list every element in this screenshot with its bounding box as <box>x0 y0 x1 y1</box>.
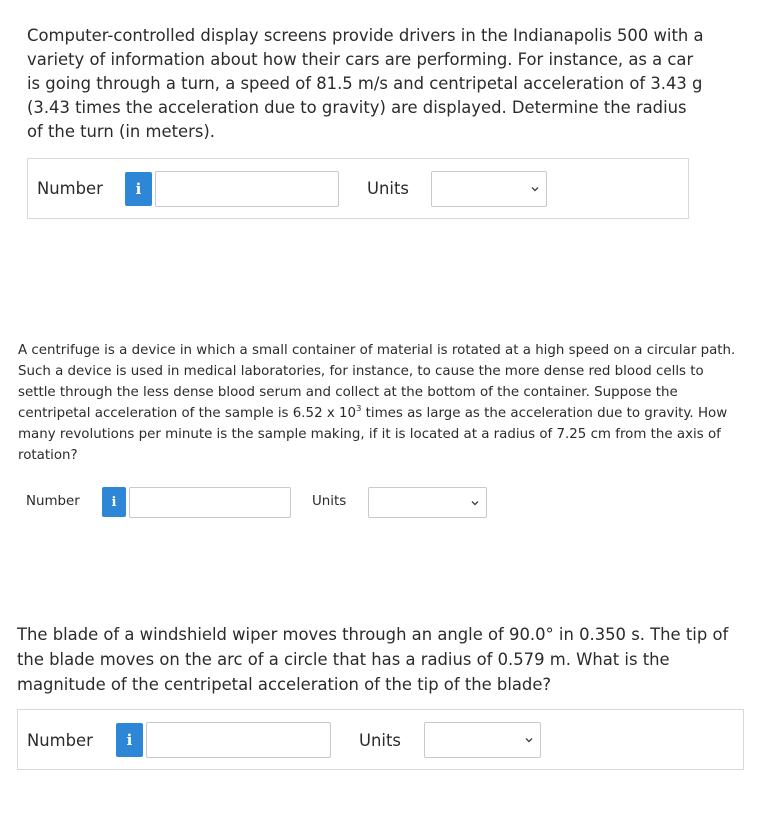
units-label: Units <box>367 179 409 198</box>
units-label: Units <box>359 731 401 750</box>
info-icon[interactable]: i <box>125 172 152 206</box>
question-3-text: The blade of a windshield wiper moves through an angle of 90.0° in 0.350 s. The tip of the blade moves on the arc of a circle that has a radius of 0.579 m. What is the magnitude of the centripetal acceleration of the tip of the blade? <box>17 625 729 694</box>
number-input[interactable] <box>129 487 291 518</box>
number-label: Number <box>37 179 103 198</box>
chevron-down-icon <box>524 735 534 745</box>
chevron-down-icon <box>470 498 480 508</box>
number-label: Number <box>27 731 93 750</box>
info-icon[interactable]: i <box>102 487 126 517</box>
number-label: Number <box>26 494 80 509</box>
info-icon[interactable]: i <box>116 723 143 757</box>
answer-row-1 <box>27 158 689 219</box>
answer-row-3 <box>17 709 744 770</box>
question-2-text: A centrifuge is a device in which a small container of material is rotated at a high speed on a circular path. Such a device is used in medical laboratories, for instance, to cause the more dense red blood cells to settle through the less dense blood serum and collect at the bottom of the container. Suppose the centripetal acceleration of the sample is 6.52 x $10^3$ times as large as the acceleration due to gravity. How many revolutions per minute is the sample making, if it is located at a radius of 7.25 cm from the axis of rotation? <box>18 343 736 463</box>
units-label: Units <box>312 494 347 509</box>
units-select[interactable] <box>424 722 541 758</box>
answer-row-2 <box>18 482 498 522</box>
number-input[interactable] <box>155 171 339 207</box>
question-1-text: Computer-controlled display screens provide drivers in the Indianapolis 500 with a variety of information about how their cars are performing. For instance, as a car is going through a turn, a speed of 81.5 m/s and centripetal acceleration of 3.43 g (3.43 times the acceleration due to gravity) are displayed. Determine the radius of the turn (in meters). <box>27 26 704 141</box>
units-select[interactable] <box>431 171 547 207</box>
units-select[interactable] <box>368 487 487 518</box>
chevron-down-icon <box>530 184 540 194</box>
number-input[interactable] <box>146 722 331 758</box>
